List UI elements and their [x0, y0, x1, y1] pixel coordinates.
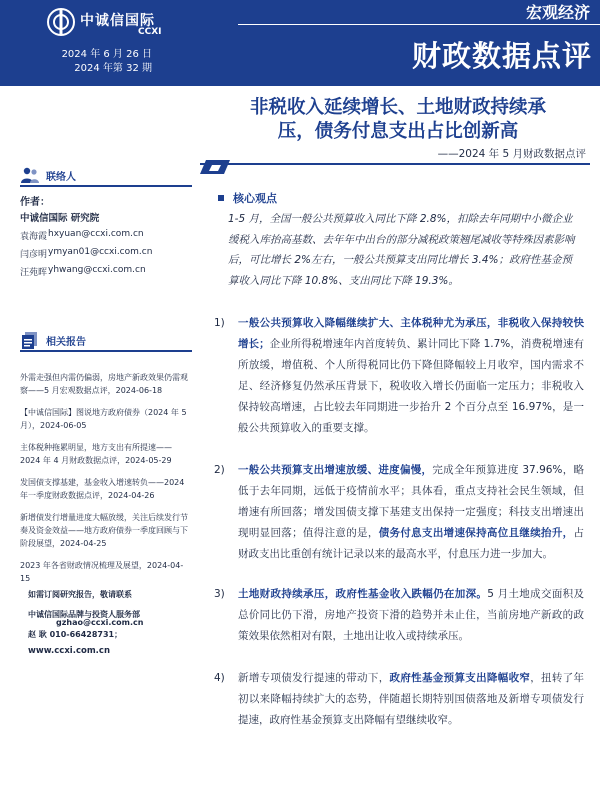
item-text: 完成全年预算进度 37.96%，略低于去年同期，远低于疫情前水平；具体看，重点支持社会民生领域，但增速有所回落；增发国债支撑下基建支出保持一定强度；科技支出增速出现明显回落；值得注意的是，: [238, 464, 585, 539]
report-header: [0, 0, 600, 86]
report-issue: 2024 年第 32 期: [74, 63, 152, 74]
item-body: [238, 460, 584, 565]
author-row: [20, 247, 192, 260]
sidebar: [20, 165, 192, 585]
item-text: ，扭转了年初以来降幅持续扩大的态势，伴随超长期特别国债落地及新增专项债发行提速，政府性基金预算支出降幅有望继续收窄。: [238, 672, 585, 726]
related-report-link[interactable]: 主体税种拖累明显，地方支出有所提速——2024 年 4 月财政数据点评，2024-05-29: [20, 443, 172, 465]
item-text: 企业所得税增速年内首度转负、累计同比下降 1.7%，消费税增速有所放缓，增值税、个人所得税同比仍下降但降幅较上月收窄，国内需求不足、经济修复仍然承压背景下，税收收入增长仍面临一定压力；非税收入保持较高增速，占比较去年同期进一步抬升 2 个百分点至 16.97%，是一般公共预算收入的重要支撑。: [238, 338, 585, 434]
item-highlight: 政府性基金预算支出降幅收窄: [389, 672, 531, 684]
core-view-paragraph: 1-5 月，全国一般公共预算收入同比下降 2.8%，扣除去年同期中小微企业缓税入库抬高基数、去年年中出台的部分减税政策翘尾减收等特殊因素影响后，可比增长 2%左右，一般公共预算支出同比增长 3.4%；政府性基金预算收入同比下降 10.8%、支出同比下降 19.3%。: [228, 213, 575, 287]
contact-email[interactable]: gzhao@ccxi.com.cn: [56, 618, 144, 627]
key-point-3: [214, 584, 584, 647]
ccxi-logo: [46, 7, 196, 37]
report-title: [208, 96, 588, 144]
author-org: 中诚信国际 研究院: [20, 213, 100, 224]
author-name: 袁海霞: [20, 232, 48, 242]
contact-line: 如需订阅研究报告，敬请联系: [28, 590, 132, 599]
people-icon: [20, 166, 40, 184]
related-section-header: [20, 330, 192, 352]
related-report-link[interactable]: 新增债发行增量进度大幅放缓，关注后续发行节奏及资金效益——地方政府债券一季度回顾与下阶段展望，2024-04-25: [20, 513, 188, 548]
logo-text-en: CCXI: [138, 27, 162, 37]
item-text: 占财政支出比重创有统计记录以来的最高水平，付息压力进一步加大。: [238, 527, 585, 560]
website-link[interactable]: www.ccxi.com.cn: [28, 646, 110, 656]
related-report-link[interactable]: 发国债支撑基建，基金收入增速转负——2024 年一季度财政数据点评，2024-04-26: [20, 478, 185, 500]
title-line-1: 非税收入延续增长、土地财政持续承: [249, 97, 546, 118]
author-row: [20, 265, 192, 278]
key-point-2: [214, 460, 584, 565]
item-highlight: 一般公共预算支出增速放缓、进度偏慢，: [238, 464, 433, 476]
logo-text-cn: 中诚信国际: [80, 13, 155, 29]
related-report-link[interactable]: 【中诚信国际】图说地方政府债券（2024 年 5 月），2024-06-05: [20, 408, 187, 430]
core-view-heading: [218, 190, 277, 206]
contacts-section-header: [20, 165, 192, 187]
title-divider: [200, 163, 590, 165]
item-number: 4): [214, 672, 225, 684]
key-point-4: [214, 668, 584, 731]
contact-phone: 赵 耿 010-66428731；: [28, 630, 123, 639]
core-view-label: 核心观点: [233, 192, 277, 205]
item-body: [238, 313, 584, 439]
item-highlight: 土地财政持续承压，政府性基金收入跌幅仍在加深。: [238, 588, 488, 600]
document-stack-icon: [20, 331, 40, 349]
item-body: [238, 584, 584, 647]
author-name: 闫彦明: [20, 250, 48, 260]
item-text: 5 月土地成交面积及总价同比仍下滑，房地产投资下滑的趋势并未止住，当前房地产新政的政策效果依然相对有限，土地出让收入或持续承压。: [238, 588, 585, 642]
item-text: 新增专项债发行提速的带动下，: [238, 672, 390, 684]
item-body: [238, 668, 584, 731]
related-reports-list: [20, 358, 192, 585]
related-report-link[interactable]: 外需走强但内需仍偏弱，房地产新政效果仍需观察——5 月宏观数据点评，2024-06-18: [20, 373, 188, 395]
key-point-1: [214, 313, 584, 439]
item-number: 2): [214, 464, 225, 476]
title-line-2: 压，债务付息支出占比创新高: [277, 121, 519, 142]
author-row: [20, 229, 192, 242]
author-email[interactable]: hxyuan@ccxi.com.cn: [48, 229, 144, 239]
related-heading: 相关报告: [46, 337, 86, 348]
header-rule: [238, 24, 600, 25]
ccxi-logo-icon: [46, 7, 76, 37]
author-label: 作者：: [20, 197, 50, 208]
report-type: 财政数据点评: [411, 39, 592, 73]
author-email[interactable]: yhwang@ccxi.com.cn: [48, 265, 146, 275]
item-highlight: 一般公共预算收入降幅继续扩大、主体税种尤为承压，非税收入保持较快增长；: [238, 317, 584, 350]
item-number: 3): [214, 588, 225, 600]
item-number: 1): [214, 317, 225, 329]
contact-line: 中诚信国际品牌与投资人服务部: [28, 610, 140, 619]
item-highlight: 债务付息支出增速保持高位且继续抬升，: [378, 527, 574, 539]
author-email[interactable]: ymyan01@ccxi.com.cn: [48, 247, 153, 257]
contacts-heading: 联络人: [46, 172, 76, 183]
report-date: 2024 年 6 月 26 日: [61, 49, 152, 60]
report-subtitle: ——2024 年 5 月财政数据点评: [437, 148, 586, 160]
report-category: 宏观经济: [525, 3, 590, 22]
related-report-link[interactable]: 2023 年各省财政情况梳理及展望，2024-04-15: [20, 561, 184, 583]
square-bullet-icon: [218, 195, 224, 201]
author-name: 汪苑晖: [20, 268, 48, 278]
